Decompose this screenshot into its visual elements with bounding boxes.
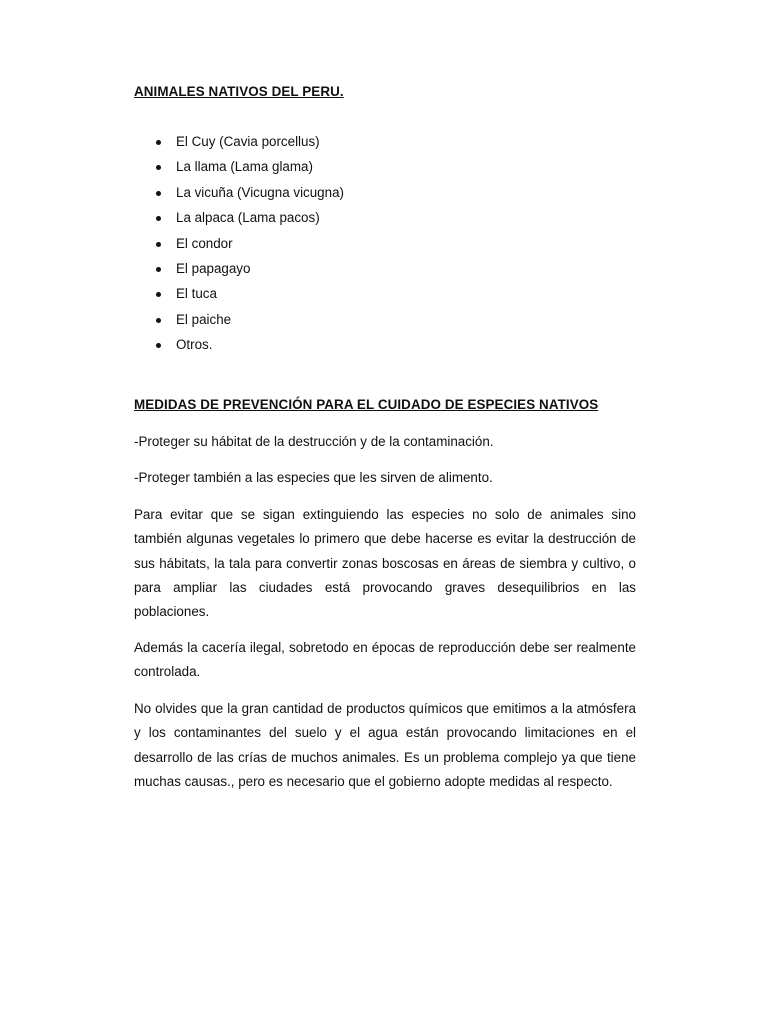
paragraph-protect-food-species: -Proteger también a las especies que les sirven de alimento. bbox=[134, 470, 493, 485]
paragraph-illegal-hunting: Además la cacería ilegal, sobretodo en épocas de reproducción debe ser realmente controlada. bbox=[134, 640, 636, 680]
list-item bbox=[134, 260, 344, 285]
list-item bbox=[134, 285, 344, 310]
list-item bbox=[134, 133, 344, 158]
bullet-icon bbox=[156, 318, 161, 323]
list-item bbox=[134, 311, 344, 336]
bullet-icon bbox=[156, 242, 161, 247]
list-item bbox=[134, 336, 344, 361]
list-item-text: La llama (Lama glama) bbox=[176, 159, 313, 175]
section-title-animals: ANIMALES NATIVOS DEL PERU. bbox=[134, 84, 344, 99]
bullet-icon bbox=[156, 267, 161, 272]
list-item-text: El condor bbox=[176, 235, 233, 251]
bullet-icon bbox=[156, 140, 161, 145]
bullet-icon bbox=[156, 343, 161, 348]
paragraph-chemicals: No olvides que la gran cantidad de productos químicos que emitimos a la atmósfera y los contaminantes del suelo y el agua están provocando limitaciones en el desarrollo de las crías de muchos animales. Es un problema complejo ya que tiene muchas causas., pero es necesario que el gobierno adopte medidas al respecto. bbox=[134, 701, 636, 789]
bullet-icon bbox=[156, 191, 161, 196]
list-item-text: El tuca bbox=[176, 286, 217, 302]
bullet-icon bbox=[156, 292, 161, 297]
paragraph-protect-habitat: -Proteger su hábitat de la destrucción y de la contaminación. bbox=[134, 434, 494, 449]
list-item-text: El paiche bbox=[176, 311, 232, 327]
list-item bbox=[134, 158, 344, 183]
list-item bbox=[134, 184, 344, 209]
animal-list bbox=[134, 133, 344, 362]
list-item-text: La vicuña (Vicugna vicugna) bbox=[176, 184, 344, 200]
list-item-text: El papagayo bbox=[176, 260, 251, 276]
list-item-text: Otros. bbox=[176, 337, 213, 353]
list-item-text: La alpaca (Lama pacos) bbox=[176, 210, 320, 226]
list-item bbox=[134, 209, 344, 234]
bullet-icon bbox=[156, 165, 161, 170]
list-item bbox=[134, 235, 344, 260]
section-title-prevention: MEDIDAS DE PREVENCIÓN PARA EL CUIDADO DE ESPECIES NATIVOS bbox=[134, 397, 599, 412]
list-item-text: El Cuy (Cavia porcellus) bbox=[176, 134, 320, 149]
paragraph-extinction: Para evitar que se sigan extinguiendo las especies no solo de animales sino también algunas vegetales lo primero que debe hacerse es evitar la destrucción de sus hábitats, la tala para convertir zonas boscosas en áreas de siembra y cultivo, o para ampliar las ciudades está provocando graves desequilibrios en las poblaciones. bbox=[134, 507, 636, 620]
bullet-icon bbox=[156, 216, 161, 221]
